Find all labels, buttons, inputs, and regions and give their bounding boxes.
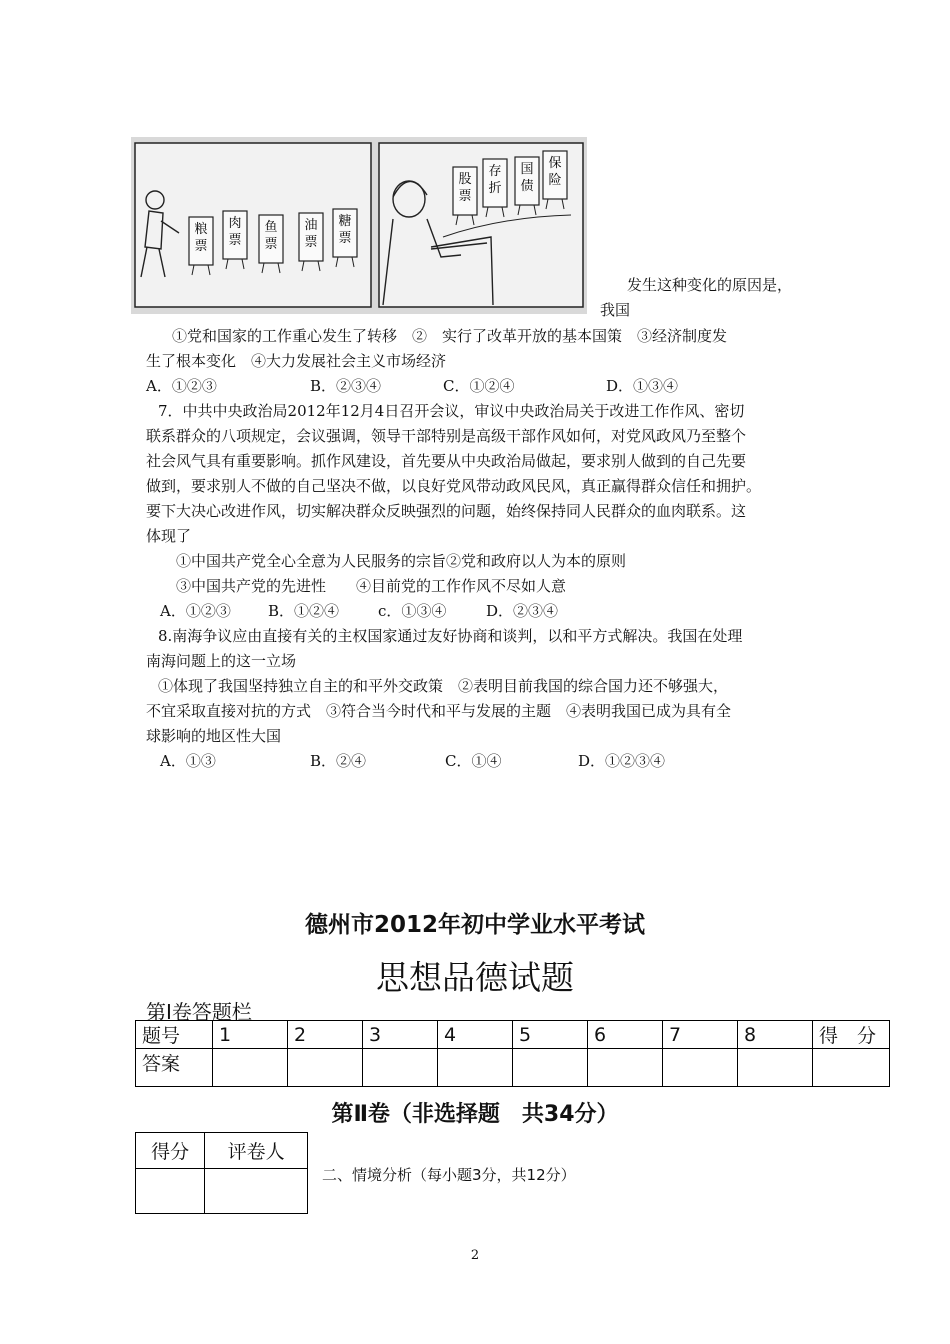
section2-heading: 二、情境分析（每小题3分，共12分） [322,1166,576,1184]
coupon-label: 股票 [458,172,472,204]
grader-cell[interactable] [205,1169,308,1214]
answer-table [135,1020,890,1087]
answer-table-answer-row [136,1049,890,1087]
coupon-label: 粮票 [194,222,208,254]
table-cell: 得 分 [813,1021,890,1049]
table-cell: 1 [213,1021,288,1049]
q7-choice-d: D．②③④ [486,602,559,620]
q6-stem-b: 我国 [600,301,631,319]
q8-line: ①体现了我国坚持独立自主的和平外交政策 ②表明目前我国的综合国力还不够强大， [158,677,729,695]
coupon-label: 鱼票 [264,220,278,252]
score-cell[interactable] [813,1049,890,1087]
q7-options-line2: ③中国共产党的先进性 ④目前党的工作作风不尽如人意 [176,577,567,595]
answer-cell[interactable] [513,1049,588,1087]
table-cell: 7 [663,1021,738,1049]
q7-line: 要下大决心改进作风，切实解决群众反映强烈的问题，始终保持同人民群众的血肉联系。这 [146,502,747,520]
answer-cell[interactable] [738,1049,813,1087]
answer-cell[interactable] [663,1049,738,1087]
q6-choice-d: D．①③④ [606,377,679,395]
q7-line: 体现了 [146,527,192,545]
q6-choice-b: B．②③④ [310,377,382,395]
answer-cell[interactable] [363,1049,438,1087]
score-cell[interactable] [136,1169,205,1214]
part2-title: 第Ⅱ卷（非选择题 共34分） [331,1102,619,1127]
q6-choice-c: C．①②④ [443,377,515,395]
q8-line: 南海问题上的这一立场 [146,652,297,670]
answer-cell[interactable] [438,1049,513,1087]
table-cell: 6 [588,1021,663,1049]
q7-line: 社会风气具有重要影响。抓作风建设，首先要从中央政治局做起，要求别人做到的自己先要 [146,452,747,470]
q8-choice-b: B．②④ [310,752,367,770]
q7-choice-c: c．①③④ [378,602,447,620]
score-table-header-row [136,1133,308,1169]
grader-header: 评卷人 [205,1133,308,1169]
exam-title: 德州市2012年初中学业水平考试 [304,912,645,938]
table-cell: 3 [363,1021,438,1049]
q6-options-line1: ①党和国家的工作重心发生了转移 ② 实行了改革开放的基本国策 ③经济制度发 [172,327,728,345]
q7-line: 做到，要求别人不做的自己坚决不做，以良好党风带动政风民风，真正赢得群众信任和拥护。 [146,477,762,495]
table-cell: 题号 [136,1021,213,1049]
table-cell: 4 [438,1021,513,1049]
answer-cell[interactable] [288,1049,363,1087]
subject-title: 思想品德试题 [376,958,574,997]
answer-table-header-row [136,1021,890,1049]
q7-line: 7．中共中央政治局2012年12月4日召开会议，审议中央政治局关于改进工作作风、密切 [158,402,745,420]
q8-line: 不宜采取直接对抗的方式 ③符合当今时代和平与发展的主题 ④表明我国已成为具有全 [146,702,732,720]
coupon-label: 国债 [520,162,534,194]
table-cell: 8 [738,1021,813,1049]
table-cell: 2 [288,1021,363,1049]
q6-stem-a: 发生这种变化的原因是， [627,276,793,294]
q7-line: 联系群众的八项规定，会议强调，领导干部特别是高级干部作风如何，对党风政风乃至整个 [146,427,747,445]
coupon-label: 保险 [548,156,562,188]
table-cell: 答案 [136,1049,213,1087]
coupon-label: 油票 [304,218,318,250]
coupon-label: 肉票 [228,216,242,248]
page-number: 2 [470,1248,480,1263]
answer-cell[interactable] [213,1049,288,1087]
answer-cell[interactable] [588,1049,663,1087]
score-header: 得分 [136,1133,205,1169]
section1-label: 第Ⅰ卷答题栏 [146,1000,252,1024]
q8-line: 8.南海争议应由直接有关的主权国家通过友好协商和谈判，以和平方式解决。我国在处理 [158,627,743,645]
score-table-body-row [136,1169,308,1214]
ration-coupons-cartoon [131,137,587,314]
q7-options-line1: ①中国共产党全心全意为人民服务的宗旨②党和政府以人为本的原则 [176,552,627,570]
coupon-label: 糖票 [338,214,352,246]
q7-choice-b: B．①②④ [268,602,340,620]
q8-choice-d: D．①②③④ [578,752,666,770]
q8-line: 球影响的地区性大国 [146,727,282,745]
q8-choice-a: A．①③ [160,752,216,770]
q7-choice-a: A．①②③ [160,602,231,620]
q6-choice-a: A．①②③ [146,377,217,395]
score-table [135,1132,308,1214]
q6-options-line2: 生了根本变化 ④大力发展社会主义市场经济 [146,352,447,370]
coupon-label: 存折 [488,164,502,196]
table-cell: 5 [513,1021,588,1049]
q8-choice-c: C．①④ [445,752,502,770]
